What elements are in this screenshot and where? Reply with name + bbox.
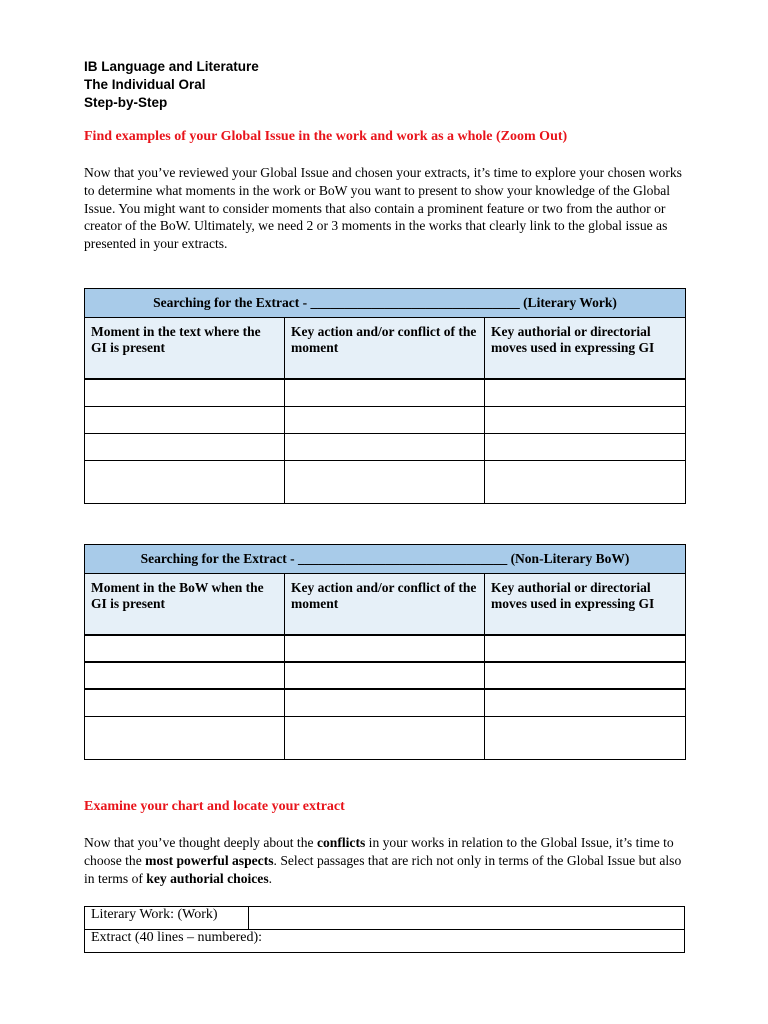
guide-subtitle: Step-by-Step: [84, 95, 168, 110]
nonliterary-table-title: Searching for the Extract - _______________________________ (Non-Literary BoW): [85, 545, 686, 574]
nonliterary-col-action: Key action and/or conflict of the moment: [285, 574, 485, 636]
table-cell[interactable]: [485, 635, 686, 662]
section2-heading: Examine your chart and locate your extract: [84, 799, 345, 814]
table-cell[interactable]: [85, 662, 285, 689]
table-row: [85, 379, 686, 406]
literary-col-moves: Key authorial or directorial moves used in expressing GI: [485, 318, 686, 380]
section1-paragraph: Now that you’ve reviewed your Global Issue and chosen your extracts, it’s time to explore your chosen works to determine what moments in the work or BoW you want to present to show your knowledge of the Global Issue. You might want to consider moments that also contain a prominent feature or two from the author or creator of the BoW. Ultimately, we need 2 or 3 moments in the works that clearly link to the global issue as presented in your extracts.: [84, 165, 682, 252]
table-cell[interactable]: [285, 635, 485, 662]
literary-work-table: [84, 288, 686, 504]
table-cell[interactable]: [285, 662, 485, 689]
table-cell[interactable]: [485, 460, 686, 503]
table-cell[interactable]: [85, 635, 285, 662]
literary-col-moment: Moment in the text where the GI is present: [85, 318, 285, 380]
nonliterary-col-moment: Moment in the BoW when the GI is present: [85, 574, 285, 636]
table-row: [85, 433, 686, 460]
table-cell[interactable]: [285, 406, 485, 433]
table-cell[interactable]: [485, 379, 686, 406]
section2-paragraph: [84, 834, 688, 887]
table-cell[interactable]: [485, 433, 686, 460]
table-cell[interactable]: [485, 716, 686, 759]
table-cell[interactable]: [285, 460, 485, 503]
table-row: [85, 406, 686, 433]
document-header: [84, 58, 259, 112]
table-cell[interactable]: [85, 406, 285, 433]
paragraph-text: in your works in relation to the Global Issue, it’s time to choose the: [84, 835, 674, 868]
paragraph-text: Now that you’ve thought deeply about the: [84, 835, 317, 850]
paragraph-text: .: [268, 870, 273, 886]
table-cell[interactable]: [85, 433, 285, 460]
section1-heading: Find examples of your Global Issue in the work and work as a whole (Zoom Out): [84, 129, 568, 144]
table-row: [85, 662, 686, 689]
table-row: [85, 635, 686, 662]
literary-work-field[interactable]: [249, 907, 685, 930]
extract-info-table: [84, 906, 685, 953]
assessment-title: The Individual Oral: [84, 77, 206, 92]
table-cell[interactable]: [285, 689, 485, 716]
non-literary-bow-table: [84, 544, 686, 760]
table-row: [85, 716, 686, 759]
literary-work-label: Literary Work: (Work): [85, 907, 249, 930]
emphasis-conflicts: conflicts: [316, 835, 366, 850]
literary-col-action: Key action and/or conflict of the moment: [285, 318, 485, 380]
emphasis-most-powerful: most powerful aspects: [145, 852, 274, 868]
table-cell[interactable]: [485, 662, 686, 689]
nonliterary-col-moves: Key authorial or directorial moves used in expressing GI: [485, 574, 686, 636]
literary-table-title: Searching for the Extract - _______________________________ (Literary Work): [85, 289, 686, 318]
table-cell[interactable]: [285, 433, 485, 460]
table-cell[interactable]: [85, 689, 285, 716]
emphasis-authorial-choices: key authorial choices: [146, 870, 269, 886]
table-cell[interactable]: [485, 406, 686, 433]
table-cell[interactable]: [485, 689, 686, 716]
paragraph-text: . Select passages that are rich not only in terms of the Global Issue but also in terms of: [84, 852, 682, 886]
table-row: [85, 460, 686, 503]
table-cell[interactable]: [285, 379, 485, 406]
table-cell[interactable]: [85, 716, 285, 759]
course-title: IB Language and Literature: [84, 59, 259, 74]
table-cell[interactable]: [285, 716, 485, 759]
table-row: [85, 689, 686, 716]
table-cell[interactable]: [85, 460, 285, 503]
table-cell[interactable]: [85, 379, 285, 406]
extract-label: Extract (40 lines – numbered):: [85, 930, 685, 953]
